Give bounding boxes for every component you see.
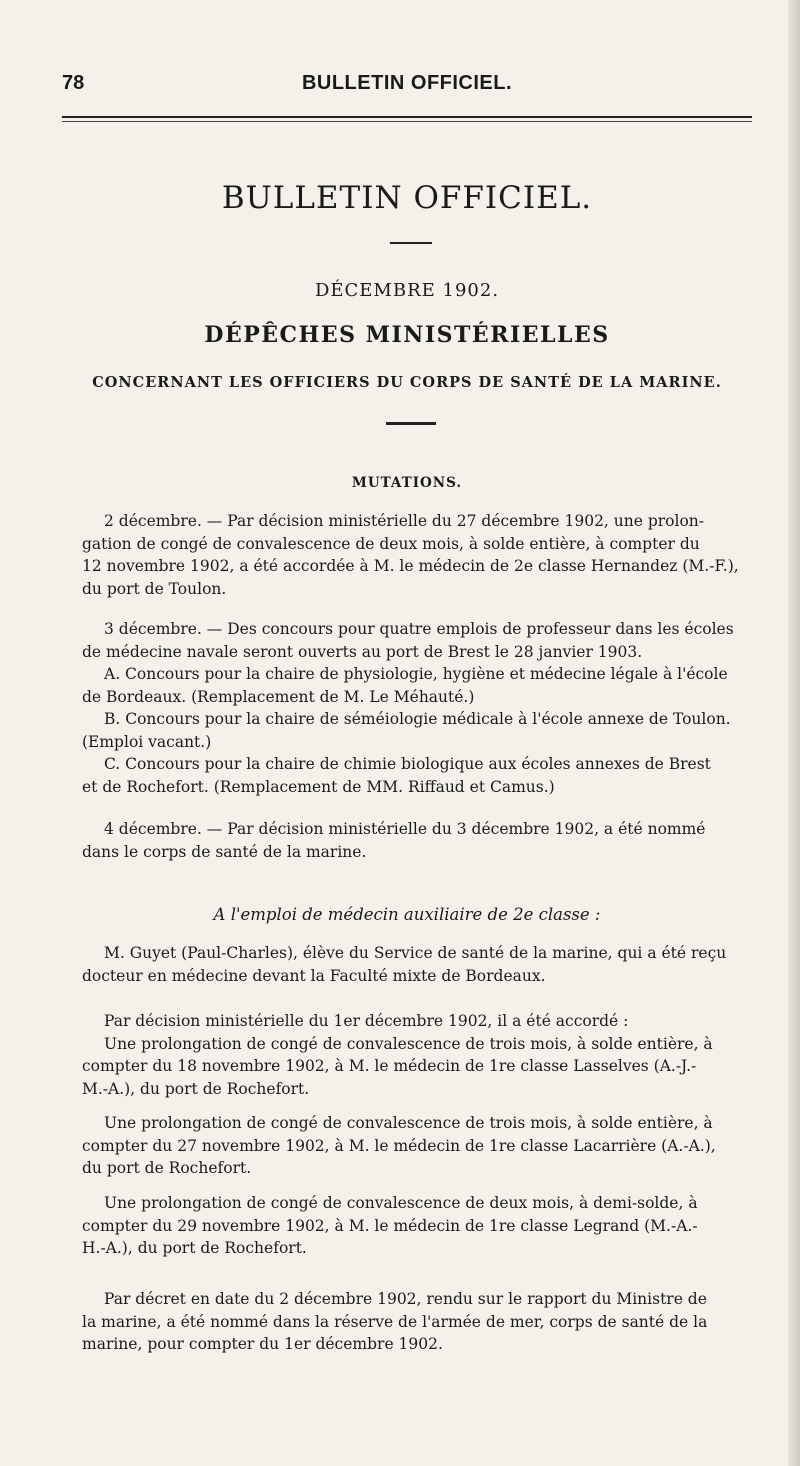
text-line: M.-A.), du port de Rochefort. xyxy=(82,1079,310,1098)
text-line: H.-A.), du port de Rochefort. xyxy=(82,1239,307,1257)
text-line: (Emploi vacant.) xyxy=(82,732,212,751)
running-header xyxy=(62,72,752,100)
mutations-heading: MUTATIONS. xyxy=(351,475,463,491)
text-line: Une prolongation de congé de convalescence de trois mois, à solde entière, à xyxy=(104,1034,713,1053)
section-divider xyxy=(386,422,436,425)
paragraph-dec-4 xyxy=(82,818,752,863)
text-line: de Bordeaux. (Remplacement de M. Le Méhauté.) xyxy=(82,687,475,706)
text-line: docteur en médecine devant la Faculté mixte de Bordeaux. xyxy=(82,966,546,985)
text-line: dans le corps de santé de la marine. xyxy=(82,842,367,861)
text-line: A. Concours pour la chaire de physiologie, hygiène et médecine légale à l'école xyxy=(104,665,728,683)
text-line: 2 décembre. — Par décision ministérielle du 27 décembre 1902, une prolon- xyxy=(104,512,705,530)
paragraph-guyet xyxy=(82,942,752,987)
paragraph-lasselves xyxy=(82,1010,752,1100)
paragraph-dec-3 xyxy=(82,618,752,798)
text-line: 3 décembre. — Des concours pour quatre emplois de professeur dans les écoles xyxy=(104,620,734,638)
text-line: 4 décembre. — Par décision ministérielle du 3 décembre 1902, a été nommé xyxy=(104,820,706,838)
header-title: BULLETIN OFFICIEL. xyxy=(301,72,513,94)
section-subtitle: CONCERNANT LES OFFICIERS DU CORPS DE SANTÉ DE LA MARINE. xyxy=(92,374,722,391)
text-line: B. Concours pour la chaire de séméiologie médicale à l'école annexe de Toulon. xyxy=(104,710,731,728)
text-line: compter du 18 novembre 1902, à M. le médecin de 1re classe Lasselves (A.-J.- xyxy=(82,1057,697,1075)
main-title: BULLETIN OFFICIEL. xyxy=(221,180,593,216)
text-line: de médecine navale seront ouverts au port de Brest le 28 janvier 1903. xyxy=(82,642,643,661)
text-line: M. Guyet (Paul-Charles), élève du Service de santé de la marine, qui a été reçu xyxy=(104,944,727,962)
appointment-subheading: A l'emploi de médecin auxiliaire de 2e classe : xyxy=(213,905,601,924)
section-title: DÉPÊCHES MINISTÉRIELLES xyxy=(204,322,610,348)
text-line: Une prolongation de congé de convalescence de deux mois, à demi-solde, à xyxy=(104,1194,698,1212)
title-divider xyxy=(390,242,432,244)
page-edge xyxy=(788,0,800,1466)
paragraph-lacarriere xyxy=(82,1112,752,1180)
text-line: et de Rochefort. (Remplacement de MM. Riffaud et Camus.) xyxy=(82,777,555,796)
paragraph-dec-2 xyxy=(82,510,752,600)
text-line: 12 novembre 1902, a été accordée à M. le médecin de 2e classe Hernandez (M.-F.), xyxy=(82,557,739,575)
paragraph-decret xyxy=(82,1288,752,1356)
header-rule xyxy=(62,116,752,118)
text-line: Par décision ministérielle du 1er décembre 1902, il a été accordé : xyxy=(104,1012,629,1030)
text-line: du port de Toulon. xyxy=(82,579,227,598)
page-number: 78 xyxy=(62,72,85,94)
text-line: marine, pour compter du 1er décembre 1902. xyxy=(82,1335,443,1353)
text-line: compter du 29 novembre 1902, à M. le médecin de 1re classe Legrand (M.-A.- xyxy=(82,1216,698,1235)
text-line: gation de congé de convalescence de deux mois, à solde entière, à compter du xyxy=(82,534,700,553)
text-line: du port de Rochefort. xyxy=(82,1159,252,1177)
text-line: compter du 27 novembre 1902, à M. le médecin de 1re classe Lacarrière (A.-A.), xyxy=(82,1136,716,1155)
issue-date: DÉCEMBRE 1902. xyxy=(314,280,500,301)
text-line: Une prolongation de congé de convalescence de trois mois, à solde entière, à xyxy=(104,1114,713,1132)
text-line: Par décret en date du 2 décembre 1902, rendu sur le rapport du Ministre de xyxy=(104,1290,707,1308)
text-line: la marine, a été nommé dans la réserve de l'armée de mer, corps de santé de la xyxy=(82,1312,708,1331)
paragraph-legrand xyxy=(82,1192,752,1260)
text-line: C. Concours pour la chaire de chimie biologique aux écoles annexes de Brest xyxy=(104,755,711,773)
header-rule-thin xyxy=(62,121,752,122)
